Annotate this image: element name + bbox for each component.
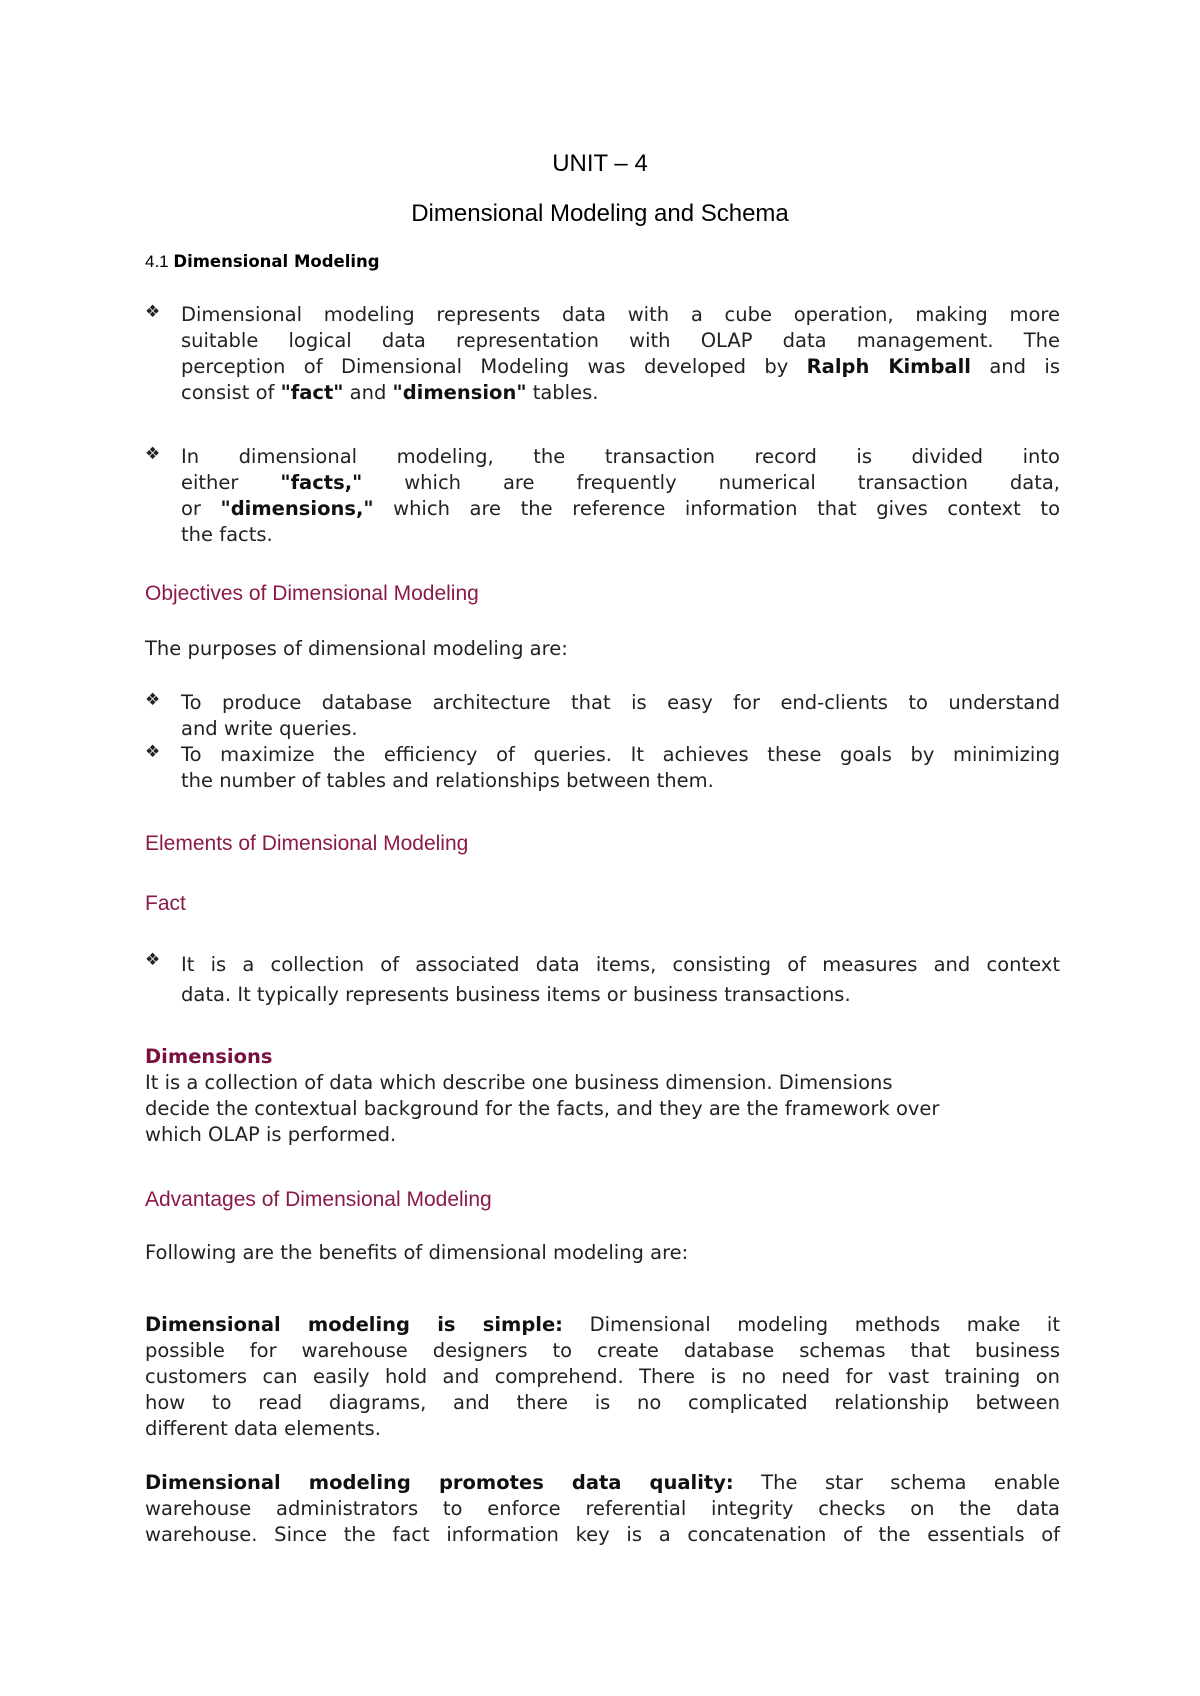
paragraph-line: warehouse. Since the fact information key is a concatenation of the essentials of	[145, 1523, 1060, 1546]
objectives-heading: Objectives of Dimensional Modeling	[145, 582, 479, 605]
unit-title: UNIT – 4	[552, 150, 648, 177]
paragraph-line: It is a collection of data which describe one business dimension. Dimensions	[145, 1071, 893, 1094]
advantages-heading: Advantages of Dimensional Modeling	[145, 1188, 492, 1211]
advantage-title: Dimensional modeling promotes data quality:	[145, 1471, 734, 1494]
objective-bullet-2	[145, 742, 1060, 794]
dimensions-block	[145, 1044, 1060, 1148]
bullet-line: consist of "fact" and "dimension" tables.	[181, 381, 599, 404]
bullet-line: and write queries.	[181, 717, 358, 740]
bullet-line: To maximize the efficiency of queries. It achieves these goals by minimizing	[181, 743, 1060, 766]
diamond-bullet-icon: ❖	[145, 302, 161, 322]
fact-bullet	[145, 950, 1060, 1010]
bullet-line: It is a collection of associated data items, consisting of measures and context	[181, 953, 1060, 976]
section-title: Dimensional Modeling	[173, 252, 380, 271]
advantages-intro: Following are the benefits of dimensional modeling are:	[145, 1241, 689, 1264]
advantage-quality	[145, 1470, 1060, 1548]
elements-heading: Elements of Dimensional Modeling	[145, 832, 469, 855]
paragraph-line: possible for warehouse designers to create database schemas that business	[145, 1339, 1060, 1362]
advantage-simple	[145, 1312, 1060, 1442]
bullet-line: To produce database architecture that is easy for end-clients to understand	[181, 691, 1060, 714]
paragraph-line: Dimensional modeling is simple: Dimensional modeling methods make it	[145, 1313, 1060, 1336]
bullet-line: suitable logical data representation with OLAP data management. The	[181, 329, 1060, 352]
advantage-title: Dimensional modeling is simple:	[145, 1313, 563, 1336]
document-subtitle: Dimensional Modeling and Schema	[411, 200, 789, 227]
diamond-bullet-icon: ❖	[145, 690, 161, 710]
paragraph-line: which OLAP is performed.	[145, 1123, 397, 1146]
author-name: Ralph Kimball	[806, 355, 971, 378]
diamond-bullet-icon: ❖	[145, 950, 161, 970]
bullet-line: In dimensional modeling, the transaction record is divided into	[181, 445, 1060, 468]
diamond-bullet-icon: ❖	[145, 742, 161, 762]
paragraph-line: warehouse administrators to enforce referential integrity checks on the data	[145, 1497, 1060, 1520]
dimensions-heading: Dimensions	[145, 1045, 273, 1068]
paragraph-line: Dimensional modeling promotes data quality: The star schema enable	[145, 1471, 1060, 1494]
bullet-line: the facts.	[181, 523, 273, 546]
intro-bullet-2	[145, 444, 1060, 548]
intro-bullet-1	[145, 302, 1060, 406]
paragraph-line: how to read diagrams, and there is no complicated relationship between	[145, 1391, 1060, 1414]
bullet-line: Dimensional modeling represents data with a cube operation, making more	[181, 303, 1060, 326]
bullet-line: or "dimensions," which are the reference information that gives context to	[181, 497, 1060, 520]
fact-heading: Fact	[145, 892, 186, 915]
paragraph-line: decide the contextual background for the facts, and they are the framework over	[145, 1097, 940, 1120]
section-number: 4.1	[145, 252, 169, 271]
paragraph-line: different data elements.	[145, 1417, 381, 1440]
bullet-line: either "facts," which are frequently numerical transaction data,	[181, 471, 1061, 494]
diamond-bullet-icon: ❖	[145, 444, 161, 464]
objective-bullet-1	[145, 690, 1060, 742]
paragraph-line: customers can easily hold and comprehend. There is no need for vast training on	[145, 1365, 1060, 1388]
bullet-line: the number of tables and relationships between them.	[181, 769, 714, 792]
bullet-line: data. It typically represents business items or business transactions.	[181, 983, 851, 1006]
bullet-line: perception of Dimensional Modeling was developed by Ralph Kimball and is	[181, 355, 1060, 378]
section-heading	[145, 252, 380, 272]
objectives-intro: The purposes of dimensional modeling are:	[145, 637, 568, 660]
